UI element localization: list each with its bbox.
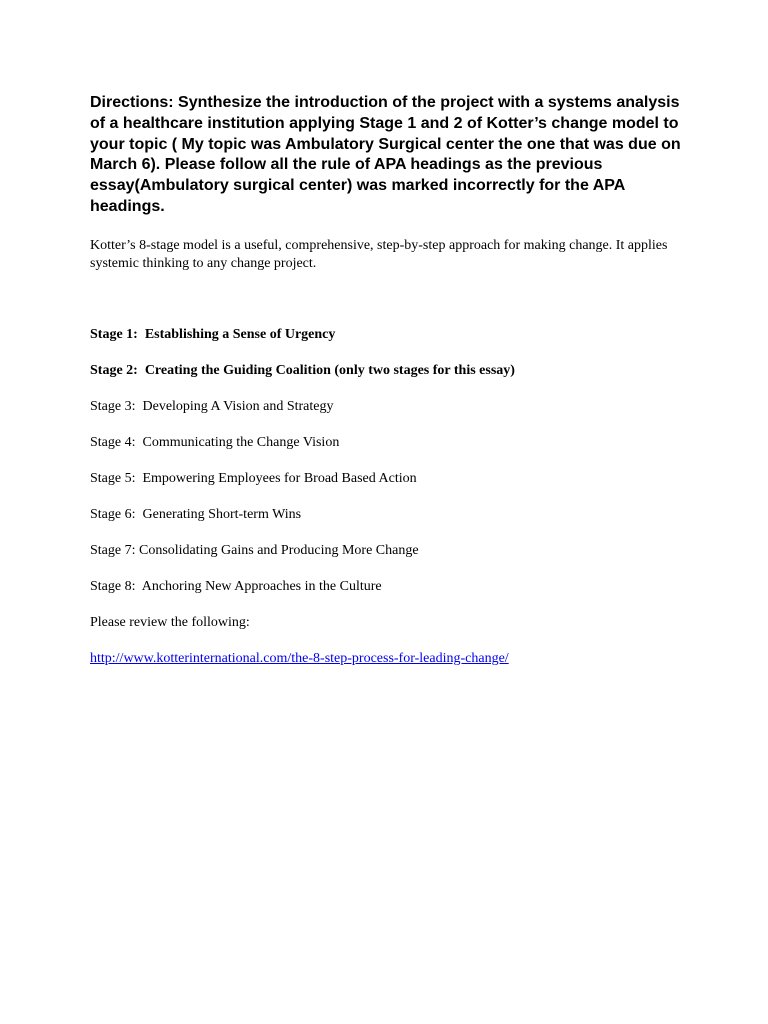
stage-1: Stage 1: Establishing a Sense of Urgency	[90, 327, 336, 342]
kotter-link[interactable]: http://www.kotterinternational.com/the-8-step-process-for-leading-change/	[90, 651, 509, 666]
stage-6: Stage 6: Generating Short-term Wins	[90, 507, 302, 522]
review-text: Please review the following:	[90, 615, 250, 630]
directions-paragraph	[90, 93, 690, 218]
directions-text: Synthesize the introduction of the project with a systems analysis of a healthcare institution applying Stage 1 and 2 of Kotter’s change model to your topic ( My topic was Ambulatory Surgical center the one that was due on March 6). Please follow all the rule of APA headings as the previous essay(Ambulatory surgical center) was marked incorrectly for the APA headings.	[90, 94, 681, 215]
stage-3: Stage 3: Developing A Vision and Strategy	[90, 399, 334, 414]
stage-7: Stage 7: Consolidating Gains and Producing More Change	[90, 543, 419, 558]
intro-paragraph: Kotter’s 8-stage model is a useful, comprehensive, step-by-step approach for making change. It applies systemic thinking to any change project.	[90, 238, 668, 271]
stage-4: Stage 4: Communicating the Change Vision	[90, 435, 340, 450]
stage-8: Stage 8: Anchoring New Approaches in the Culture	[90, 579, 382, 594]
stage-2: Stage 2: Creating the Guiding Coalition (only two stages for this essay)	[90, 363, 515, 378]
stage-5: Stage 5: Empowering Employees for Broad Based Action	[90, 471, 417, 486]
directions-label: Directions:	[90, 94, 174, 111]
